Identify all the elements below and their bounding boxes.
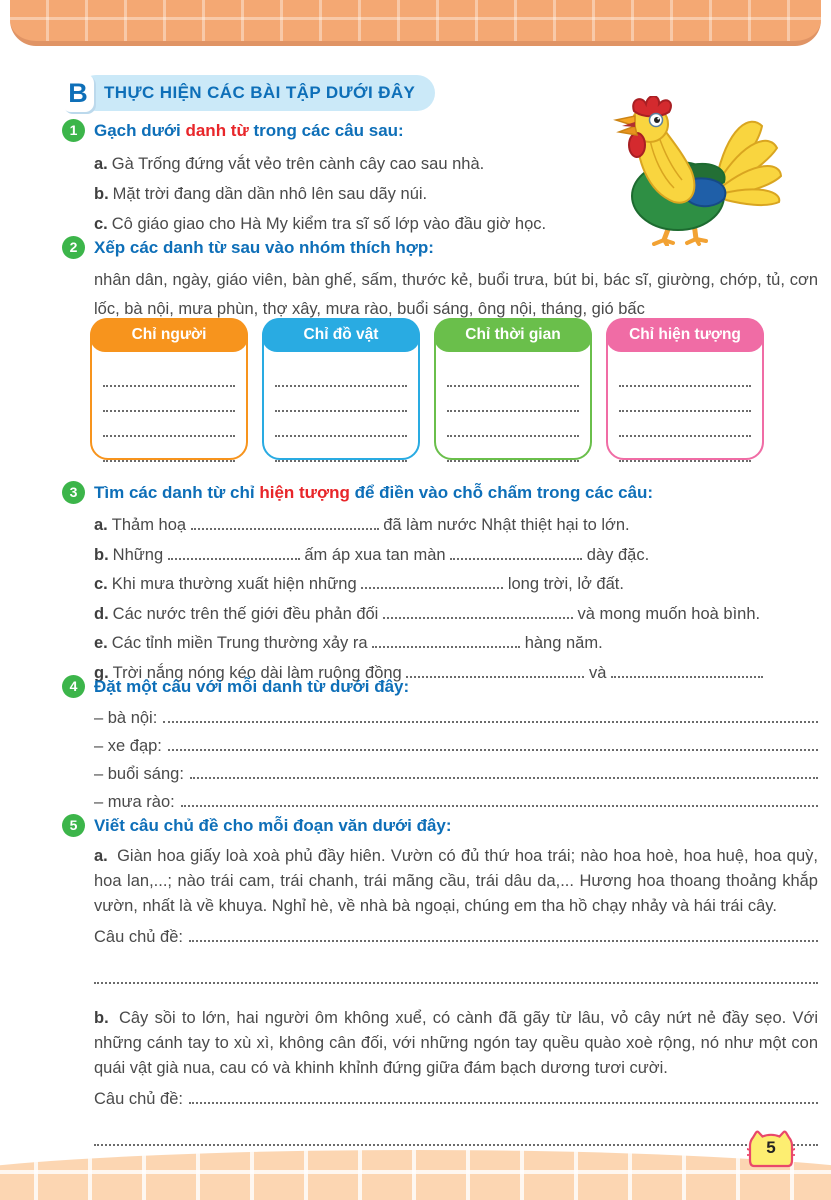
sentence-label: a.	[94, 155, 108, 173]
bottom-plaid-band	[0, 1150, 831, 1200]
exercise-3-title-post: để điền vào chỗ chấm trong các câu:	[349, 483, 654, 502]
sentence-text: long trời, lở đất.	[507, 575, 624, 593]
fill-blank-sentence	[94, 570, 817, 600]
group-box-people	[90, 318, 248, 460]
exercise-3	[62, 482, 817, 688]
write-sentence-row	[94, 761, 818, 787]
group-box-time-header: Chỉ thời gian	[434, 318, 592, 352]
answer-line	[103, 362, 235, 387]
sentence-label: c.	[94, 215, 108, 233]
exercise-4	[62, 676, 817, 817]
exercise-2-number: 2	[62, 236, 85, 259]
exercise-1-title-pre: Gạch dưới	[94, 121, 186, 140]
sentence-text: Gà Trống đứng vắt vẻo trên cành cây cao sau nhà.	[111, 155, 485, 173]
noun-label: – mưa rào:	[94, 793, 175, 811]
blank-line	[94, 1133, 818, 1146]
exercise-1-title	[94, 120, 404, 142]
group-box-phenomena-header: Chỉ hiện tượng	[606, 318, 764, 352]
answer-line	[447, 437, 579, 462]
fill-blank-sentence	[94, 511, 817, 541]
section-b-badge: B	[62, 74, 94, 112]
blank-line	[181, 794, 818, 807]
fill-blank-sentence	[94, 629, 817, 659]
answer-line	[619, 437, 751, 462]
exercise-1-title-red: danh từ	[185, 121, 249, 140]
sentence-text: và	[588, 663, 607, 682]
sentence-label: d.	[94, 604, 109, 623]
answer-line	[447, 412, 579, 437]
noun-label: – buổi sáng:	[94, 765, 184, 783]
noun-label: – bà nội:	[94, 709, 158, 727]
page-number: 5	[766, 1138, 776, 1157]
top-plaid-band	[10, 0, 821, 46]
blank-line	[189, 929, 818, 942]
answer-line	[275, 362, 407, 387]
sentence-text: hàng năm.	[524, 634, 603, 652]
paragraph-label: b.	[94, 1009, 109, 1027]
sentence-text: đã làm nước Nhật thiệt hại to lớn.	[383, 516, 630, 534]
exercise-5-title: Viết câu chủ đề cho mỗi đoạn văn dưới đây:	[94, 816, 452, 835]
answer-line	[103, 387, 235, 412]
noun-label: – xe đạp:	[94, 737, 162, 755]
topic-sentence-label: Câu chủ đề:	[94, 1090, 183, 1108]
answer-line	[619, 412, 751, 437]
exercise-4-title: Đặt một câu với mỗi danh từ dưới đây:	[94, 677, 410, 696]
exercise-1	[62, 120, 817, 239]
sentence-item	[94, 209, 654, 239]
sentence-text: Cô giáo giao cho Hà My kiểm tra sĩ số lớp vào đầu giờ học.	[111, 215, 547, 233]
sentence-label: b.	[94, 545, 109, 564]
blank-line	[450, 547, 582, 560]
exercise-5-number: 5	[62, 814, 85, 837]
answer-line	[619, 387, 751, 412]
blank-line	[94, 971, 818, 984]
exercise-2	[62, 237, 817, 324]
answer-line	[619, 362, 751, 387]
blank-line	[383, 606, 573, 619]
sentence-text: Các nước trên thế giới đều phản đối	[112, 604, 379, 623]
sentence-text: Thảm hoạ	[111, 516, 187, 534]
exercise-1-title-post: trong các câu sau:	[248, 121, 404, 140]
answer-line	[103, 412, 235, 437]
noun-word-list: nhân dân, ngày, giáo viên, bàn ghế, sấm, thước kẻ, buổi trưa, bút bi, bác sĩ, giường, chớp, tủ, cơn lốc, bà nội, mưa phùn, thợ xây, mưa rào, buổi sáng, ông nội, tháng, gió bấc	[94, 271, 818, 318]
answer-line	[275, 437, 407, 462]
paragraph-text: Giàn hoa giấy loà xoà phủ đầy hiên. Vườn có đủ thứ hoa trái; nào hoa hoè, hoa huệ, hoa quỳ, hoa lan,...; nào trái cam, trái chanh, trái mãng cầu, trái dâu da,... Hương hoa thoang thoảng khắp vườn, nhất là về khuya. Nghỉ hè, về nhà bà ngoại, chúng em tha hồ chạy nhảy và hái trái cây.	[94, 847, 818, 915]
group-box-people-header: Chỉ người	[90, 318, 248, 352]
sentence-label: b.	[94, 185, 109, 203]
exercise-4-number: 4	[62, 675, 85, 698]
exercise-3-number: 3	[62, 481, 85, 504]
noun-group-boxes	[90, 318, 764, 460]
fill-blank-sentence	[94, 541, 817, 571]
blank-line	[168, 547, 300, 560]
section-b-header	[62, 74, 435, 112]
write-sentence-row	[94, 705, 818, 731]
answer-line	[275, 387, 407, 412]
group-box-phenomena	[606, 318, 764, 460]
section-b-title: THỰC HIỆN CÁC BÀI TẬP DƯỚI ĐÂY	[78, 75, 435, 111]
sentence-text: Mặt trời đang dần dần nhô lên sau dãy núi.	[112, 185, 428, 203]
topic-sentence-row	[94, 1090, 818, 1115]
blank-line	[372, 635, 520, 648]
write-sentence-row	[94, 733, 818, 759]
sentence-item	[94, 179, 654, 209]
sentence-label: a.	[94, 516, 108, 534]
paragraph-a	[94, 844, 818, 919]
write-sentence-row	[94, 789, 818, 815]
blank-line	[191, 517, 379, 530]
answer-line	[447, 362, 579, 387]
sentence-text: và mong muốn hoà bình.	[577, 604, 761, 623]
paragraph-label: a.	[94, 847, 108, 865]
topic-sentence-label: Câu chủ đề:	[94, 928, 183, 946]
answer-line	[275, 412, 407, 437]
group-box-objects-header: Chỉ đồ vật	[262, 318, 420, 352]
answer-line	[103, 437, 235, 462]
blank-line	[189, 1091, 818, 1104]
exercise-3-title-red: hiện tượng	[259, 483, 350, 502]
sentence-label: c.	[94, 575, 108, 593]
sentence-item	[94, 149, 654, 179]
sentence-label: e.	[94, 634, 108, 652]
exercise-5	[62, 815, 817, 1146]
group-box-time	[434, 318, 592, 460]
sentence-text: Các tỉnh miền Trung thường xảy ra	[111, 634, 368, 652]
sentence-text: Trời nắng nóng kéo dài làm ruộng đồng	[112, 663, 402, 682]
sentence-text: dày đặc.	[586, 545, 650, 564]
paragraph-b	[94, 1006, 818, 1081]
sentence-text: Những	[112, 545, 164, 564]
page-number-badge	[747, 1130, 795, 1170]
fill-blank-sentence	[94, 600, 817, 630]
exercise-2-title: Xếp các danh từ sau vào nhóm thích hợp:	[94, 238, 434, 257]
exercise-3-title	[94, 482, 653, 504]
blank-line	[168, 738, 818, 751]
sentence-text: ấm áp xua tan màn	[304, 545, 446, 564]
blank-line	[361, 576, 503, 589]
topic-sentence-row	[94, 928, 818, 953]
exercise-3-title-pre: Tìm các danh từ chỉ	[94, 483, 260, 502]
paragraph-text: Cây sồi to lớn, hai người ôm không xuể, có cành đã gãy từ lâu, vỏ cây nứt nẻ đầy sẹo. Với những cánh tay to xù xì, không cân đối, với những ngón tay quều quào xoè rộng, nó như một con quái vật già nua, cau có và khinh khỉnh đứng giữa đám bạch dương tươi cười.	[94, 1009, 818, 1077]
group-box-objects	[262, 318, 420, 460]
blank-line	[190, 766, 818, 779]
blank-line	[163, 710, 818, 723]
exercise-1-number: 1	[62, 119, 85, 142]
sentence-text: Khi mưa thường xuất hiện những	[111, 575, 357, 593]
answer-line	[447, 387, 579, 412]
sentence-label: g.	[94, 663, 109, 682]
